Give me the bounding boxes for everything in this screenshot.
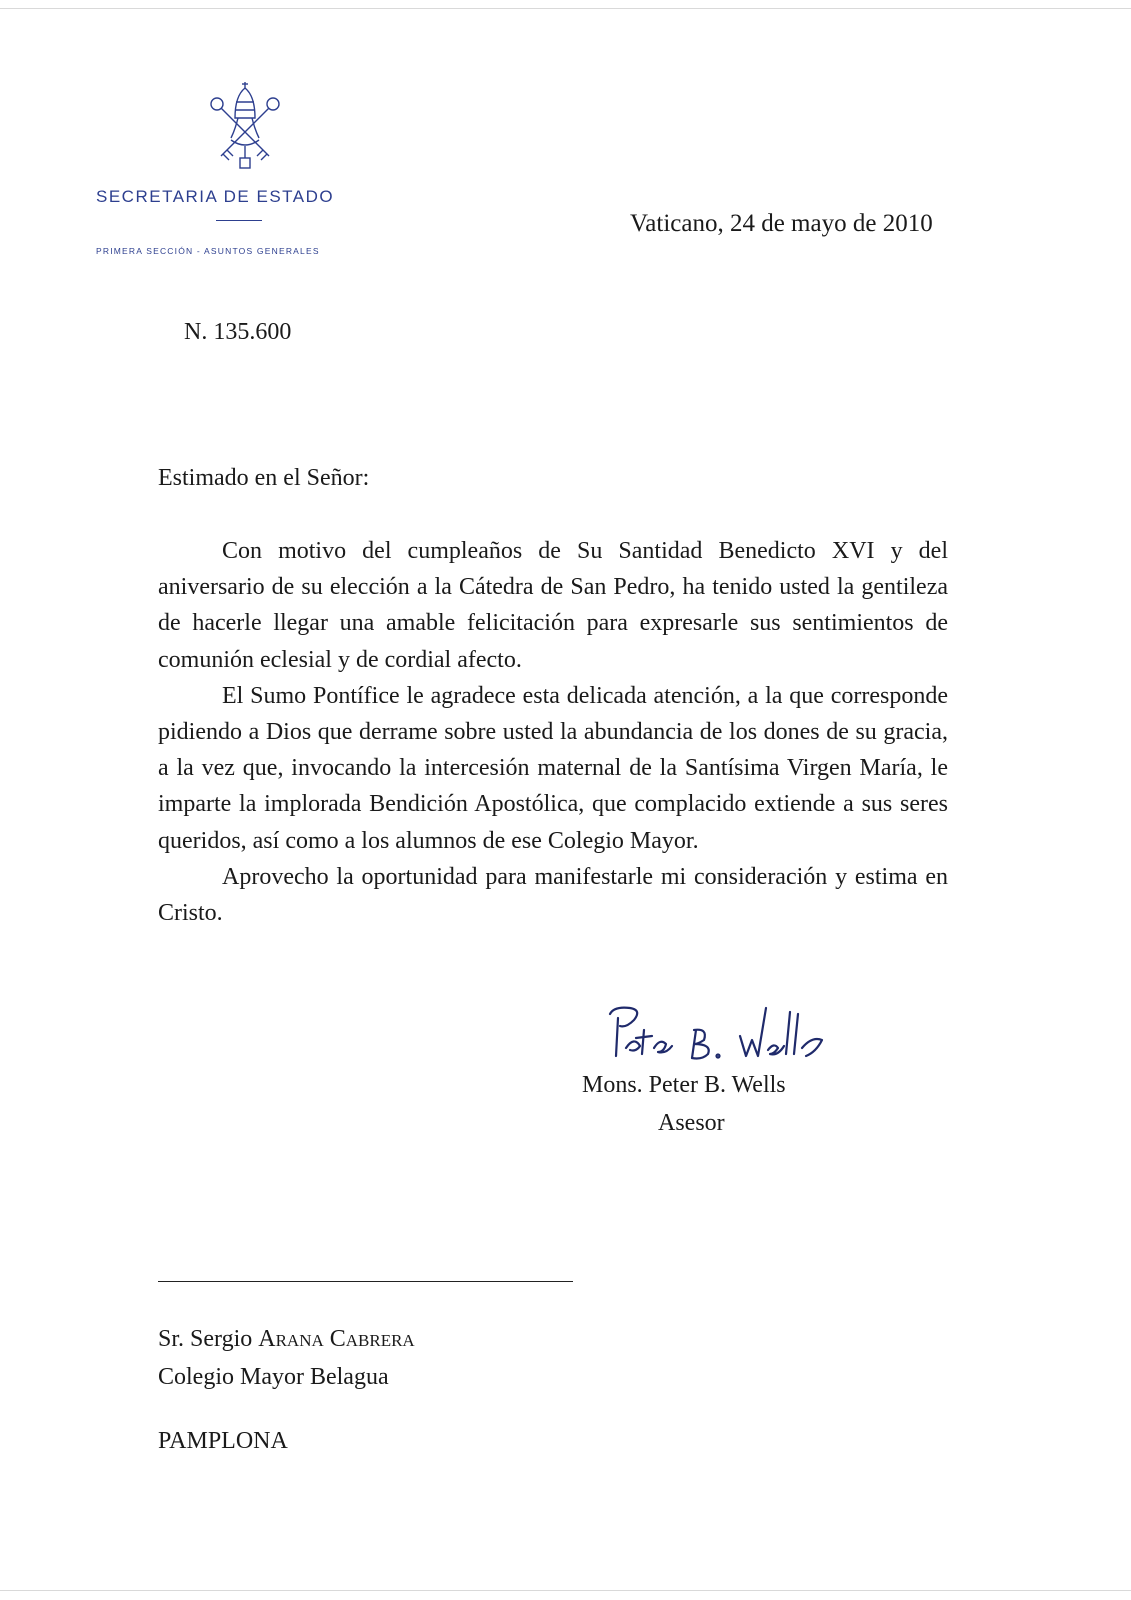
recipient-city: PAMPLONA: [158, 1428, 288, 1454]
letterhead-divider: [216, 220, 262, 221]
recipient-prefix: Sr. Sergio: [158, 1326, 253, 1352]
recipient-institution: Colegio Mayor Belagua: [158, 1364, 389, 1390]
address-divider: [158, 1281, 573, 1282]
letterhead-section: PRIMERA SECCIÓN - ASUNTOS GENERALES: [96, 246, 320, 256]
scan-edge-bottom: [0, 1590, 1131, 1591]
letterhead-office: SECRETARIA DE ESTADO: [96, 187, 335, 206]
body-paragraph-2: El Sumo Pontífice le agradece esta delicada atención, a la que corresponde pidiendo a Dios que derrame sobre usted la abundancia de los dones de su gracia, a la vez que, invocando la intercesión maternal de la Santísima Virgen María, le imparte la implorada Bendición Apostólica, que complacido extiende a sus seres queridos, así como a los alumnos de ese Colegio Mayor.: [158, 682, 948, 854]
recipient-name: [158, 1326, 415, 1353]
signer-name: Mons. Peter B. Wells: [582, 1072, 786, 1098]
letter-body: [158, 533, 948, 931]
body-paragraph-1: Con motivo del cumpleaños de Su Santidad Benedicto XVI y del aniversario de su elección a la Cátedra de San Pedro, ha tenido usted la gentileza de hacerle llegar una amable felicitación para expresarle sus sentimientos de comunión eclesial y de cordial afecto.: [158, 538, 948, 673]
handwritten-signature: [600, 1000, 830, 1062]
scan-edge-top: [0, 8, 1131, 9]
protocol-number: N. 135.600: [184, 319, 292, 345]
signer-title: Asesor: [658, 1110, 725, 1136]
greeting: Estimado en el Señor:: [158, 465, 370, 491]
letter-date: Vaticano, 24 de mayo de 2010: [630, 210, 933, 237]
papal-emblem-icon: [205, 78, 285, 170]
body-paragraph-3: Aprovecho la oportunidad para manifestarle mi consideración y estima en Cristo.: [158, 863, 948, 927]
recipient-surname: Arana Cabrera: [258, 1326, 415, 1352]
